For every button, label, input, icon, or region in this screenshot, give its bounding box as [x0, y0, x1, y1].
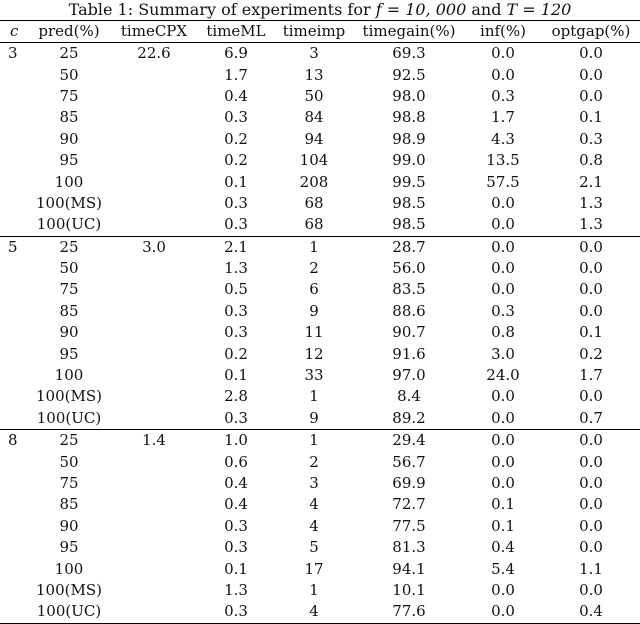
cell-optgap: 0.0 — [579, 86, 603, 105]
cell-timeml: 0.1 — [224, 366, 248, 385]
cell-optgap: 0.0 — [579, 452, 603, 471]
cell-pred: 85 — [59, 301, 79, 320]
cell-timeml: 1.3 — [224, 259, 248, 278]
cell-timegain: 98.5 — [392, 193, 426, 212]
table-row — [0, 558, 640, 579]
table-row — [0, 516, 640, 537]
table-row — [0, 171, 640, 192]
table-row — [0, 107, 640, 128]
cell-timeimp: 5 — [309, 538, 319, 557]
cell-inf: 24.0 — [486, 366, 520, 385]
cell-pred: 100(MS) — [36, 193, 102, 212]
cell-timecpx — [110, 386, 198, 407]
cell-timecpx: 3.0 — [110, 236, 198, 258]
cell-timeml: 0.3 — [224, 516, 248, 535]
cell-c — [0, 558, 28, 579]
cell-timeml: 0.5 — [224, 280, 248, 299]
cell-inf: 57.5 — [486, 172, 520, 191]
cell-timeml: 0.1 — [224, 559, 248, 578]
cell-timecpx — [110, 301, 198, 322]
cell-timeimp: 50 — [304, 86, 324, 105]
cell-timecpx — [110, 86, 198, 107]
cell-pred: 100(MS) — [36, 387, 102, 406]
cell-optgap: 0.0 — [579, 65, 603, 84]
cell-timegain: 98.5 — [392, 215, 426, 234]
cell-inf: 3.0 — [491, 344, 515, 363]
cell-inf: 0.3 — [491, 86, 515, 105]
cell-timeml: 0.4 — [224, 86, 248, 105]
cell-pred: 85 — [59, 108, 79, 127]
cell-c — [0, 473, 28, 494]
cell-timeimp: 1 — [274, 236, 354, 258]
cell-timecpx — [110, 129, 198, 150]
table-row — [0, 601, 640, 623]
cell-inf: 0.0 — [491, 474, 515, 492]
caption-and: and — [466, 0, 507, 19]
cell-c — [0, 451, 28, 472]
cell-timegain: 28.7 — [354, 236, 464, 258]
cell-c — [0, 301, 28, 322]
table-row — [0, 64, 640, 85]
cell-pred: 75 — [59, 474, 79, 492]
cell-c: 8 — [0, 430, 28, 452]
cell-pred: 100(MS) — [36, 580, 102, 599]
cell-timeimp: 12 — [304, 344, 324, 363]
cell-inf: 0.0 — [491, 215, 515, 234]
caption-prefix: Table 1: Summary of experiments for — [68, 0, 376, 19]
table-row — [0, 258, 640, 279]
cell-inf: 0.0 — [491, 65, 515, 84]
cell-timegain: 99.5 — [392, 172, 426, 191]
cell-optgap: 1.7 — [579, 366, 603, 385]
cell-inf: 0.4 — [491, 538, 515, 557]
cell-timegain: 97.0 — [392, 366, 426, 385]
cell-timegain: 69.9 — [392, 474, 426, 492]
cell-optgap: 0.7 — [579, 408, 603, 427]
cell-timeml: 0.3 — [224, 193, 248, 212]
cell-timecpx — [110, 408, 198, 430]
cell-timeml: 2.8 — [224, 387, 248, 406]
caption-t-expr: T = 120 — [506, 0, 572, 19]
header-c: c — [0, 21, 28, 43]
cell-pred: 25 — [28, 236, 110, 258]
cell-pred: 90 — [59, 323, 79, 342]
cell-timecpx — [110, 365, 198, 386]
cell-timeimp: 9 — [309, 301, 319, 320]
cell-timecpx — [110, 214, 198, 236]
table-row — [0, 473, 640, 494]
cell-timeml: 0.3 — [224, 323, 248, 342]
table-row — [0, 386, 640, 407]
cell-timeml: 1.3 — [224, 580, 248, 599]
table-row — [0, 408, 640, 430]
cell-inf: 0.0 — [491, 580, 515, 599]
cell-timeml: 0.4 — [224, 495, 248, 514]
cell-c — [0, 365, 28, 386]
table-row — [0, 236, 640, 258]
cell-optgap: 0.2 — [579, 344, 603, 363]
cell-pred: 100 — [54, 172, 84, 191]
cell-timeimp: 9 — [309, 408, 319, 427]
cell-timegain: 98.9 — [392, 129, 426, 148]
cell-timeml: 0.3 — [224, 408, 248, 427]
cell-inf: 0.0 — [491, 259, 515, 278]
cell-optgap: 0.0 — [579, 516, 603, 535]
cell-timeimp: 84 — [304, 108, 324, 127]
cell-timeml: 0.6 — [224, 452, 248, 471]
cell-optgap: 0.1 — [579, 108, 603, 127]
cell-timeml: 1.0 — [198, 430, 274, 452]
cell-timecpx — [110, 64, 198, 85]
cell-timeml: 0.2 — [224, 344, 248, 363]
table-row — [0, 150, 640, 171]
cell-inf: 0.0 — [491, 452, 515, 471]
cell-inf: 1.7 — [491, 108, 515, 127]
cell-inf: 0.0 — [464, 236, 542, 258]
cell-optgap: 0.8 — [579, 151, 603, 170]
cell-pred: 90 — [59, 516, 79, 535]
cell-optgap: 0.0 — [542, 430, 640, 452]
cell-pred: 25 — [28, 430, 110, 452]
cell-timecpx: 1.4 — [110, 430, 198, 452]
cell-timegain: 88.6 — [392, 301, 426, 320]
header-timeimp: timeimp — [274, 21, 354, 43]
cell-timeml: 6.9 — [198, 43, 274, 65]
cell-timeimp: 68 — [304, 193, 324, 212]
cell-inf: 0.0 — [464, 601, 542, 623]
cell-timeml: 0.1 — [224, 172, 248, 191]
cell-pred: 25 — [28, 43, 110, 65]
cell-timecpx — [110, 258, 198, 279]
cell-timegain: 29.4 — [354, 430, 464, 452]
header-timeml: timeML — [198, 21, 274, 43]
table-row — [0, 580, 640, 601]
cell-pred: 95 — [59, 344, 79, 363]
cell-c — [0, 107, 28, 128]
cell-timecpx — [110, 451, 198, 472]
cell-c — [0, 214, 28, 236]
cell-optgap: 0.0 — [579, 474, 603, 492]
cell-c — [0, 386, 28, 407]
cell-timegain: 77.6 — [354, 601, 464, 623]
cell-pred: 100 — [54, 366, 84, 385]
cell-inf: 0.0 — [464, 430, 542, 452]
cell-timecpx — [110, 150, 198, 171]
cell-pred: 75 — [59, 86, 79, 105]
cell-timegain: 69.3 — [354, 43, 464, 65]
cell-timegain: 92.5 — [392, 65, 426, 84]
cell-timeimp: 4 — [309, 516, 319, 535]
cell-c — [0, 537, 28, 558]
cell-pred: 50 — [59, 65, 79, 84]
cell-timegain: 98.8 — [392, 108, 426, 127]
cell-pred: 90 — [59, 129, 79, 148]
cell-pred: 100(UC) — [36, 408, 102, 427]
cell-timeimp: 3 — [309, 474, 319, 492]
cell-inf: 4.3 — [491, 129, 515, 148]
cell-timegain: 56.0 — [392, 259, 426, 278]
cell-timeimp: 33 — [304, 366, 324, 385]
cell-inf: 0.0 — [464, 43, 542, 65]
cell-timeimp: 68 — [304, 215, 324, 234]
cell-timecpx — [110, 322, 198, 343]
cell-timeimp: 2 — [309, 452, 319, 471]
cell-timeml: 2.1 — [198, 236, 274, 258]
cell-optgap: 0.0 — [579, 538, 603, 557]
cell-optgap: 0.1 — [579, 323, 603, 342]
cell-timecpx — [110, 601, 198, 623]
table-row — [0, 365, 640, 386]
cell-c — [0, 494, 28, 515]
cell-timegain: 99.0 — [392, 151, 426, 170]
cell-c — [0, 64, 28, 85]
cell-timeimp: 17 — [304, 559, 324, 578]
cell-timegain: 72.7 — [392, 495, 426, 514]
cell-pred: 100 — [54, 559, 84, 578]
cell-timecpx — [110, 171, 198, 192]
cell-c — [0, 258, 28, 279]
cell-optgap: 0.0 — [579, 387, 603, 406]
cell-inf: 0.1 — [491, 495, 515, 514]
cell-timeml: 0.3 — [198, 601, 274, 623]
table-row — [0, 301, 640, 322]
cell-timeimp: 2 — [309, 259, 319, 278]
cell-timeml: 0.3 — [224, 215, 248, 234]
cell-timecpx — [110, 537, 198, 558]
cell-timeml: 0.3 — [224, 108, 248, 127]
cell-pred: 50 — [59, 452, 79, 471]
table-row — [0, 43, 640, 65]
header-timecpx: timeCPX — [110, 21, 198, 43]
table-row — [0, 430, 640, 452]
cell-timegain: 94.1 — [392, 559, 426, 578]
cell-c — [0, 408, 28, 430]
cell-optgap: 1.3 — [579, 215, 603, 234]
cell-optgap: 1.3 — [579, 193, 603, 212]
cell-c — [0, 343, 28, 364]
cell-timecpx — [110, 473, 198, 494]
cell-optgap: 0.0 — [579, 259, 603, 278]
cell-c — [0, 580, 28, 601]
cell-c: 3 — [0, 43, 28, 65]
cell-c — [0, 150, 28, 171]
cell-inf: 0.0 — [491, 280, 515, 299]
cell-timeimp: 208 — [299, 172, 329, 191]
cell-timeimp: 11 — [304, 323, 324, 342]
cell-c — [0, 279, 28, 300]
cell-timeimp: 3 — [274, 43, 354, 65]
cell-c: 5 — [0, 236, 28, 258]
cell-c — [0, 86, 28, 107]
cell-timecpx — [110, 516, 198, 537]
cell-c — [0, 171, 28, 192]
cell-timegain: 91.6 — [392, 344, 426, 363]
table-row — [0, 129, 640, 150]
cell-optgap: 0.4 — [542, 601, 640, 623]
header-pred: pred(%) — [28, 21, 110, 43]
cell-timecpx: 22.6 — [110, 43, 198, 65]
cell-timecpx — [110, 343, 198, 364]
cell-optgap: 1.1 — [579, 559, 603, 578]
table-row — [0, 343, 640, 364]
cell-c — [0, 322, 28, 343]
cell-c — [0, 601, 28, 623]
cell-timegain: 89.2 — [392, 408, 426, 427]
cell-inf: 0.3 — [491, 301, 515, 320]
table-row — [0, 322, 640, 343]
cell-timeimp: 1 — [274, 430, 354, 452]
cell-timeml: 0.2 — [224, 129, 248, 148]
cell-inf: 13.5 — [486, 151, 520, 170]
cell-timeimp: 94 — [304, 129, 324, 148]
cell-pred: 95 — [59, 151, 79, 170]
header-timegain: timegain(%) — [354, 21, 464, 43]
cell-timecpx — [110, 193, 198, 214]
table-body — [0, 43, 640, 624]
cell-inf: 0.0 — [491, 408, 515, 427]
cell-timegain: 56.7 — [392, 452, 426, 471]
cell-inf: 0.1 — [491, 516, 515, 535]
cell-timecpx — [110, 107, 198, 128]
cell-timegain: 83.5 — [392, 280, 426, 299]
cell-timegain: 77.5 — [392, 516, 426, 535]
table-row — [0, 279, 640, 300]
cell-timegain: 90.7 — [392, 323, 426, 342]
cell-timeimp: 6 — [309, 280, 319, 299]
cell-pred: 75 — [59, 280, 79, 299]
cell-timecpx — [110, 580, 198, 601]
cell-timeimp: 1 — [309, 387, 319, 406]
table-row — [0, 214, 640, 236]
cell-timegain: 98.0 — [392, 86, 426, 105]
header-inf: inf(%) — [464, 21, 542, 43]
caption-f-expr: f = 10, 000 — [375, 0, 467, 19]
cell-timegain: 81.3 — [392, 538, 426, 557]
table-row — [0, 451, 640, 472]
cell-optgap: 0.0 — [579, 280, 603, 299]
cell-timegain: 10.1 — [392, 580, 426, 599]
cell-timegain: 8.4 — [397, 387, 421, 406]
cell-inf: 0.0 — [491, 387, 515, 406]
table-row — [0, 86, 640, 107]
cell-timeml: 0.3 — [224, 301, 248, 320]
cell-optgap: 0.0 — [579, 495, 603, 514]
cell-pred: 50 — [59, 259, 79, 278]
cell-timeimp: 4 — [309, 495, 319, 514]
cell-optgap: 2.1 — [579, 172, 603, 191]
cell-inf: 5.4 — [491, 559, 515, 578]
table-caption — [0, 0, 640, 20]
header-row — [0, 21, 640, 43]
cell-optgap: 0.0 — [579, 301, 603, 320]
cell-optgap: 0.0 — [542, 43, 640, 65]
cell-c — [0, 516, 28, 537]
cell-pred: 100(UC) — [36, 215, 102, 234]
cell-timeml: 0.2 — [224, 151, 248, 170]
cell-optgap: 0.0 — [542, 236, 640, 258]
cell-timeimp: 13 — [304, 65, 324, 84]
table-row — [0, 494, 640, 515]
cell-timeml: 0.4 — [224, 474, 248, 492]
cell-pred: 100(UC) — [28, 601, 110, 623]
cell-timeimp: 4 — [274, 601, 354, 623]
cell-inf: 0.0 — [491, 193, 515, 212]
cell-optgap: 0.0 — [579, 580, 603, 599]
table-row — [0, 537, 640, 558]
cell-timecpx — [110, 558, 198, 579]
cell-timeml: 1.7 — [224, 65, 248, 84]
results-table — [0, 20, 640, 624]
header-optgap: optgap(%) — [542, 21, 640, 43]
cell-c — [0, 193, 28, 214]
table-row — [0, 193, 640, 214]
cell-inf: 0.8 — [491, 323, 515, 342]
cell-c — [0, 129, 28, 150]
cell-timecpx — [110, 494, 198, 515]
cell-timeimp: 1 — [309, 580, 319, 599]
cell-timeimp: 104 — [299, 151, 329, 170]
cell-pred: 85 — [59, 495, 79, 514]
cell-timeml: 0.3 — [224, 538, 248, 557]
cell-timecpx — [110, 279, 198, 300]
cell-optgap: 0.3 — [579, 129, 603, 148]
cell-pred: 95 — [59, 538, 79, 557]
